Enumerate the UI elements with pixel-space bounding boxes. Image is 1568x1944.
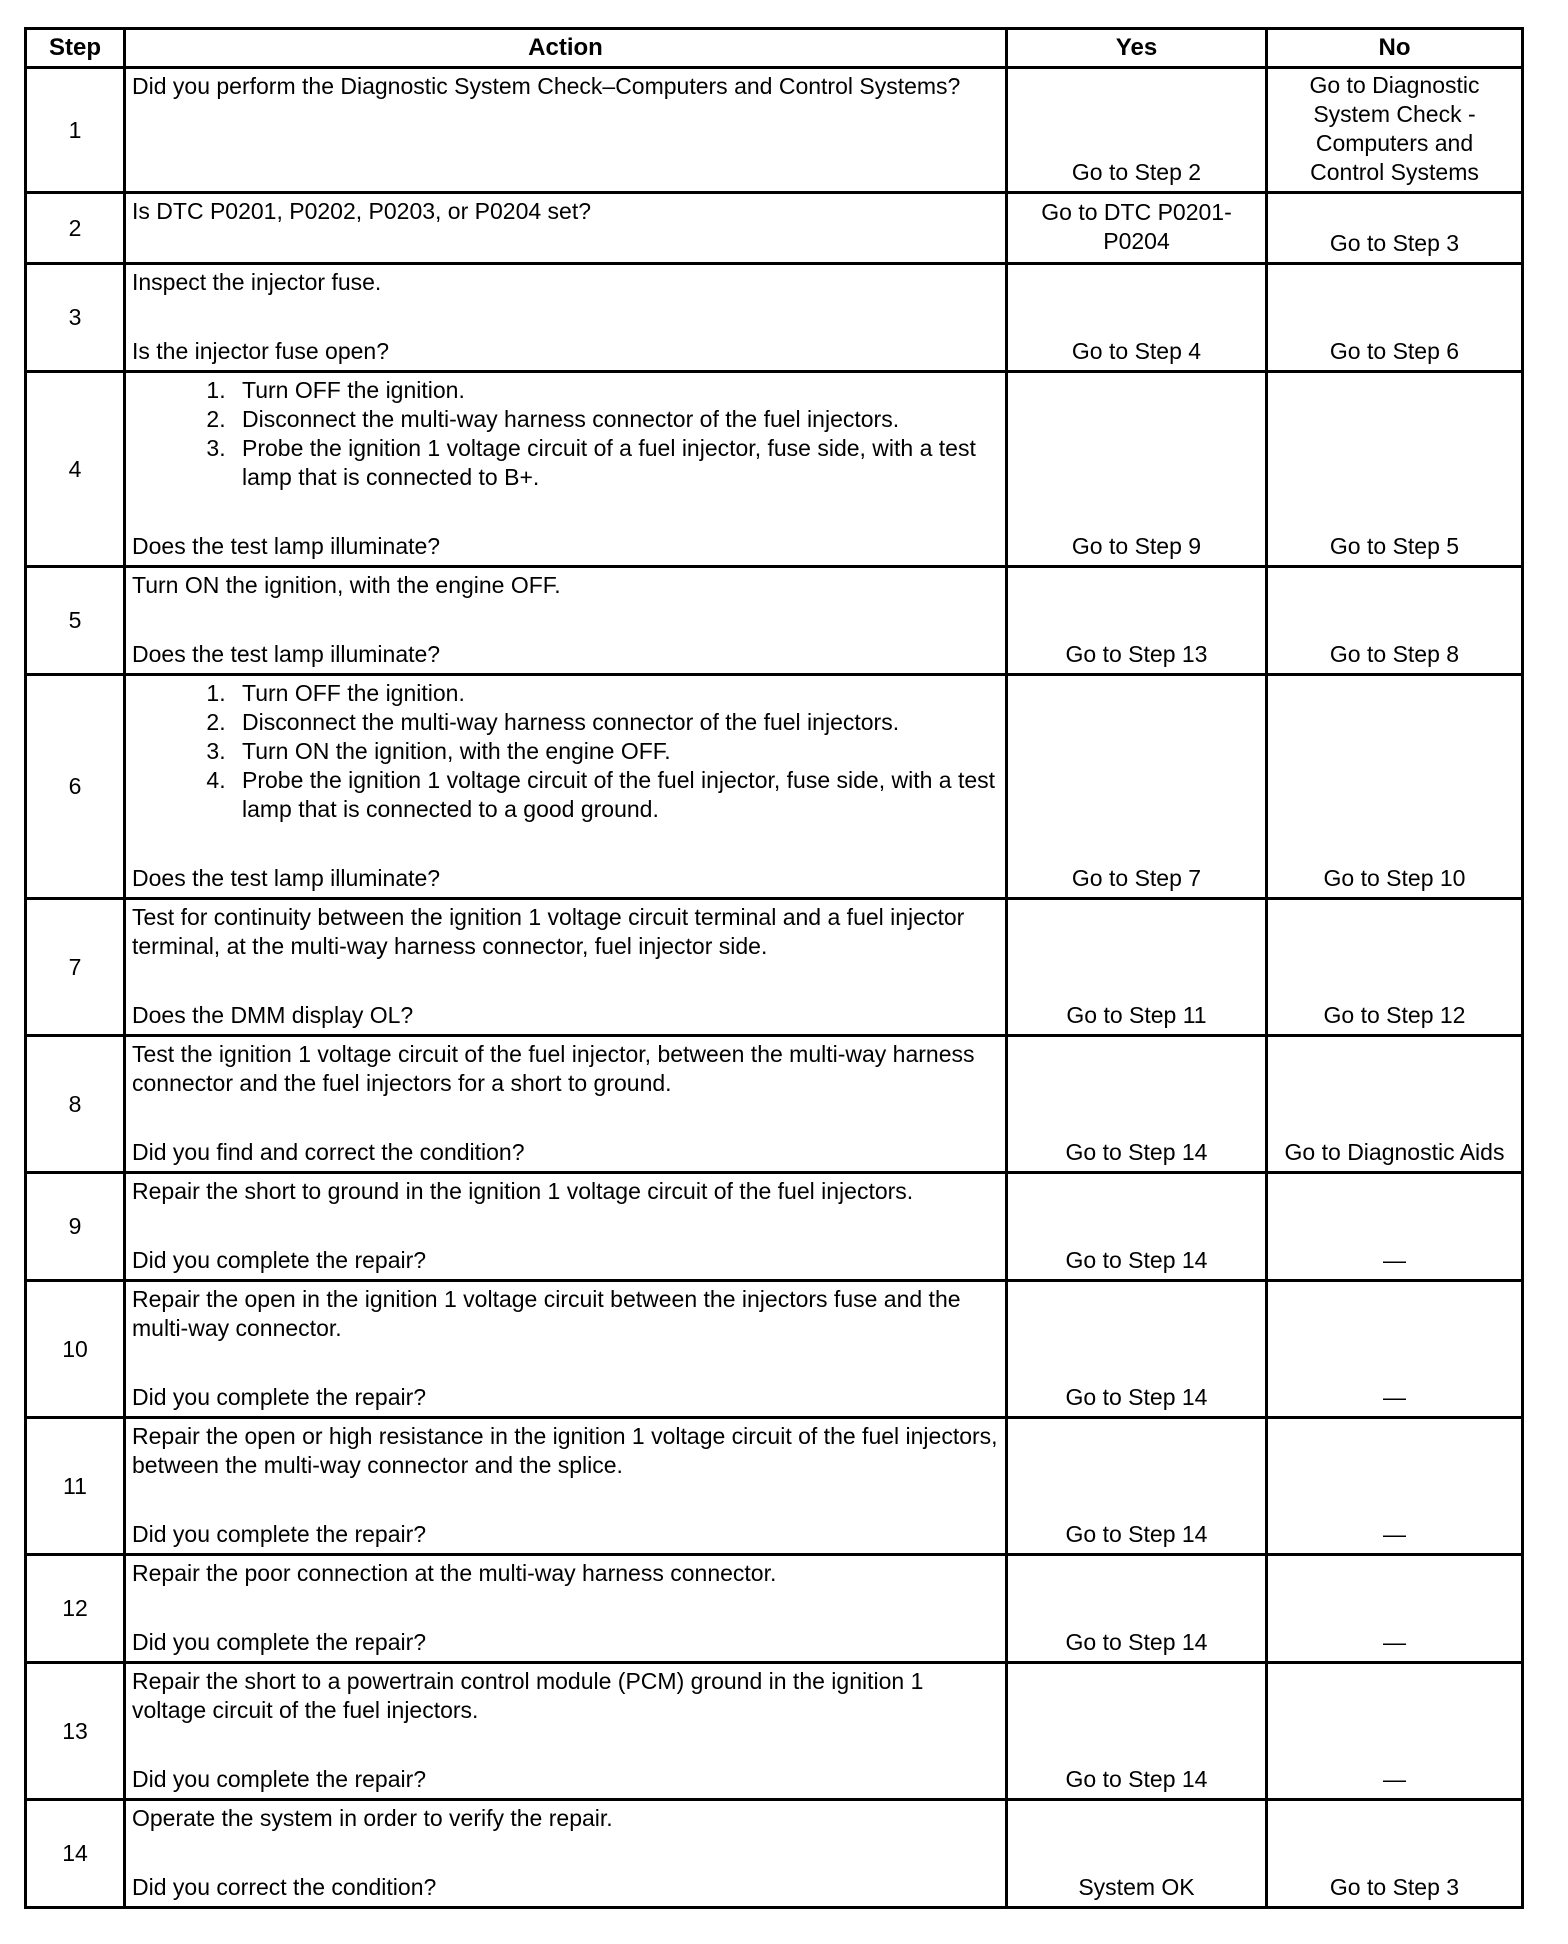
action-content — [132, 1664, 999, 1798]
step-number: 9 — [26, 1173, 125, 1281]
action-cell — [125, 193, 1007, 264]
action-instructions — [132, 72, 999, 101]
no-result: — — [1267, 1555, 1523, 1663]
action-content — [132, 373, 999, 565]
action-text: Test the ignition 1 voltage circuit of the fuel injector, between the multi-way harness connector and the fuel injectors for a short to ground. — [132, 1041, 975, 1096]
step-number: 13 — [26, 1663, 125, 1800]
action-question: Did you complete the repair? — [132, 1629, 427, 1655]
action-content — [132, 1282, 999, 1416]
action-cell — [125, 567, 1007, 675]
action-cell — [125, 1555, 1007, 1663]
action-list-item: 4. Probe the ignition 1 voltage circuit of the fuel injector, fuse side, with a test lamp that is connected to a good ground. — [232, 766, 999, 824]
action-content — [132, 1174, 999, 1279]
action-instructions — [132, 376, 999, 492]
no-result: Go to Step 8 — [1267, 567, 1523, 675]
step-number: 2 — [26, 193, 125, 264]
table-row — [26, 1663, 1523, 1800]
table-row — [26, 68, 1523, 193]
action-cell — [125, 1173, 1007, 1281]
action-instructions — [132, 1040, 999, 1098]
no-result: Go to Diagnostic Aids — [1267, 1036, 1523, 1173]
yes-result: Go to Step 11 — [1007, 899, 1267, 1036]
action-instructions — [132, 1559, 999, 1588]
yes-result: Go to Step 4 — [1007, 264, 1267, 372]
action-content — [132, 265, 999, 370]
action-cell — [125, 675, 1007, 899]
action-cell — [125, 899, 1007, 1036]
action-text: Repair the short to a powertrain control module (PCM) ground in the ignition 1 voltage circuit of the fuel injectors. — [132, 1668, 924, 1723]
header-step: Step — [26, 29, 125, 68]
action-question: Did you correct the condition? — [132, 1874, 437, 1900]
action-cell — [125, 264, 1007, 372]
action-list-item: 1. Turn OFF the ignition. — [232, 679, 999, 708]
no-result: — — [1267, 1418, 1523, 1555]
action-content — [132, 676, 999, 897]
table-row — [26, 899, 1523, 1036]
action-cell — [125, 1663, 1007, 1800]
action-list-item: 3. Turn ON the ignition, with the engine OFF. — [232, 737, 999, 766]
no-result: Go to Step 10 — [1267, 675, 1523, 899]
action-content — [132, 1801, 999, 1906]
action-instructions — [132, 268, 999, 297]
no-result: — — [1267, 1663, 1523, 1800]
table-row — [26, 1418, 1523, 1555]
action-instructions — [132, 571, 999, 600]
action-content — [132, 568, 999, 673]
action-instructions — [132, 1804, 999, 1833]
action-text: Repair the open in the ignition 1 voltage circuit between the injectors fuse and the multi-way connector. — [132, 1286, 961, 1341]
step-number: 1 — [26, 68, 125, 193]
table-row — [26, 1281, 1523, 1418]
action-text: Inspect the injector fuse. — [132, 269, 382, 295]
action-instructions — [132, 1422, 999, 1480]
step-number: 8 — [26, 1036, 125, 1173]
yes-result: Go to Step 14 — [1007, 1281, 1267, 1418]
action-text: Repair the short to ground in the ignition 1 voltage circuit of the fuel injectors. — [132, 1178, 914, 1204]
step-number: 7 — [26, 899, 125, 1036]
no-result: Go to Step 3 — [1267, 1800, 1523, 1908]
action-text: Repair the open or high resistance in the ignition 1 voltage circuit of the fuel injectors, between the multi-way connector and the splice. — [132, 1423, 998, 1478]
yes-result: System OK — [1007, 1800, 1267, 1908]
action-list-item: 1. Turn OFF the ignition. — [232, 376, 999, 405]
action-content — [132, 194, 999, 262]
table-row — [26, 675, 1523, 899]
action-list-item: 3. Probe the ignition 1 voltage circuit of a fuel injector, fuse side, with a test lamp that is connected to B+. — [232, 434, 999, 492]
no-result: Go to Step 3 — [1267, 193, 1523, 264]
table-row — [26, 264, 1523, 372]
action-content — [132, 900, 999, 1034]
action-cell — [125, 68, 1007, 193]
action-cell — [125, 1418, 1007, 1555]
action-content — [132, 1419, 999, 1553]
header-no: No — [1267, 29, 1523, 68]
header-action: Action — [125, 29, 1007, 68]
action-question: Does the DMM display OL? — [132, 1002, 414, 1028]
table-row — [26, 567, 1523, 675]
action-question: Does the test lamp illuminate? — [132, 641, 441, 667]
diagnostic-table — [24, 27, 1524, 1909]
action-text: Turn ON the ignition, with the engine OFF. — [132, 572, 561, 598]
table-row — [26, 372, 1523, 567]
action-instructions — [132, 1285, 999, 1343]
no-result: Go to Diagnostic System Check - Computers and Control Systems — [1267, 68, 1523, 193]
action-instructions — [132, 1177, 999, 1206]
yes-result: Go to Step 14 — [1007, 1418, 1267, 1555]
step-number: 12 — [26, 1555, 125, 1663]
step-number: 3 — [26, 264, 125, 372]
no-result: Go to Step 5 — [1267, 372, 1523, 567]
no-result: — — [1267, 1173, 1523, 1281]
no-result: Go to Step 6 — [1267, 264, 1523, 372]
yes-result: Go to Step 14 — [1007, 1173, 1267, 1281]
action-text: Is DTC P0201, P0202, P0203, or P0204 set? — [132, 198, 592, 224]
action-question: Did you find and correct the condition? — [132, 1139, 525, 1165]
action-question: Does the test lamp illuminate? — [132, 533, 441, 559]
step-number: 10 — [26, 1281, 125, 1418]
header-yes: Yes — [1007, 29, 1267, 68]
action-question: Is the injector fuse open? — [132, 338, 389, 364]
yes-result: Go to Step 9 — [1007, 372, 1267, 567]
action-text: Did you perform the Diagnostic System Check–Computers and Control Systems? — [132, 73, 961, 99]
action-list-item: 2. Disconnect the multi-way harness connector of the fuel injectors. — [232, 405, 999, 434]
action-content — [132, 1556, 999, 1661]
action-question: Did you complete the repair? — [132, 1521, 427, 1547]
yes-result: Go to Step 7 — [1007, 675, 1267, 899]
action-cell — [125, 372, 1007, 567]
yes-result: Go to Step 13 — [1007, 567, 1267, 675]
action-question: Does the test lamp illuminate? — [132, 865, 441, 891]
action-instructions — [132, 903, 999, 961]
table-row — [26, 1800, 1523, 1908]
action-list-item: 2. Disconnect the multi-way harness connector of the fuel injectors. — [232, 708, 999, 737]
action-instructions — [132, 1667, 999, 1725]
step-number: 14 — [26, 1800, 125, 1908]
action-text: Operate the system in order to verify the repair. — [132, 1805, 613, 1831]
action-list — [132, 376, 999, 492]
step-number: 5 — [26, 567, 125, 675]
yes-result: Go to Step 14 — [1007, 1036, 1267, 1173]
table-row — [26, 193, 1523, 264]
yes-result: Go to Step 14 — [1007, 1555, 1267, 1663]
table-row — [26, 1173, 1523, 1281]
action-text: Test for continuity between the ignition 1 voltage circuit terminal and a fuel injector terminal, at the multi-way harness connector, fuel injector side. — [132, 904, 965, 959]
yes-result: Go to Step 14 — [1007, 1663, 1267, 1800]
table-row — [26, 1555, 1523, 1663]
action-content — [132, 69, 999, 191]
action-question: Did you complete the repair? — [132, 1247, 427, 1273]
action-list — [132, 679, 999, 824]
action-instructions — [132, 679, 999, 824]
action-cell — [125, 1800, 1007, 1908]
yes-result: Go to DTC P0201-P0204 — [1007, 193, 1267, 264]
action-cell — [125, 1281, 1007, 1418]
action-text: Repair the poor connection at the multi-way harness connector. — [132, 1560, 777, 1586]
action-question: Did you complete the repair? — [132, 1766, 427, 1792]
no-result: Go to Step 12 — [1267, 899, 1523, 1036]
action-instructions — [132, 197, 999, 226]
yes-result: Go to Step 2 — [1007, 68, 1267, 193]
step-number: 11 — [26, 1418, 125, 1555]
action-question: Did you complete the repair? — [132, 1384, 427, 1410]
header-row — [26, 29, 1523, 68]
step-number: 4 — [26, 372, 125, 567]
table-row — [26, 1036, 1523, 1173]
no-result: — — [1267, 1281, 1523, 1418]
step-number: 6 — [26, 675, 125, 899]
action-cell — [125, 1036, 1007, 1173]
action-content — [132, 1037, 999, 1171]
